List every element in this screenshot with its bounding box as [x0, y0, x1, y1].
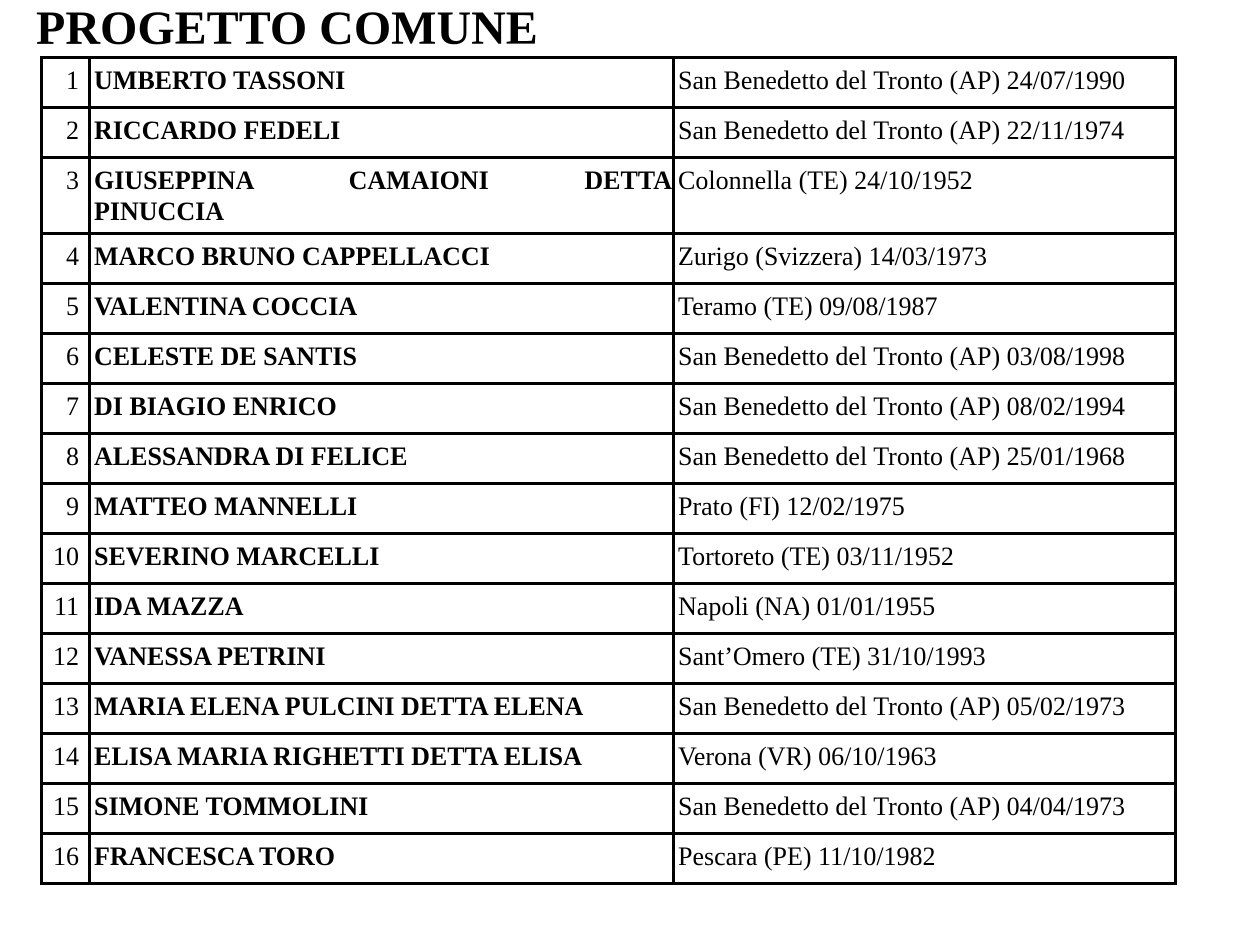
candidate-birth: San Benedetto del Tronto (AP) 24/07/1990 — [678, 66, 1126, 95]
candidate-name: DI BIAGIO ENRICO — [91, 385, 675, 432]
row-number: 11 — [43, 585, 91, 632]
candidate-birth: Tortoreto (TE) 03/11/1952 — [678, 542, 954, 571]
table-row — [43, 335, 1174, 385]
candidate-name: CELESTE DE SANTIS — [91, 335, 675, 382]
candidate-name: SEVERINO MARCELLI — [91, 535, 675, 582]
table-row — [43, 285, 1174, 335]
candidate-name: FRANCESCA TORO — [91, 835, 675, 882]
candidate-name: ELISA MARIA RIGHETTI DETTA ELISA — [91, 735, 675, 782]
candidate-name-line2: PINUCCIA — [94, 197, 224, 226]
table-row — [43, 435, 1174, 485]
candidate-birth: Pescara (PE) 11/10/1982 — [678, 842, 936, 871]
candidate-name — [91, 159, 675, 232]
row-number: 8 — [43, 435, 91, 482]
row-number: 12 — [43, 635, 91, 682]
table-row — [43, 685, 1174, 735]
candidate-birth: Verona (VR) 06/10/1963 — [678, 742, 937, 771]
candidate-name: MATTEO MANNELLI — [91, 485, 675, 532]
row-number: 4 — [43, 235, 91, 282]
row-number: 5 — [43, 285, 91, 332]
row-number: 3 — [43, 159, 91, 232]
row-number: 10 — [43, 535, 91, 582]
candidate-birth: San Benedetto del Tronto (AP) 08/02/1994 — [678, 392, 1126, 421]
candidate-name: IDA MAZZA — [91, 585, 675, 632]
row-number: 13 — [43, 685, 91, 732]
table-row — [43, 59, 1174, 109]
candidate-name-line1: GIUSEPPINA CAMAIONI DETTA — [94, 166, 672, 195]
table-row — [43, 735, 1174, 785]
table-row — [43, 385, 1174, 435]
candidate-birth: San Benedetto del Tronto (AP) 22/11/1974 — [678, 116, 1125, 145]
table-row — [43, 835, 1174, 882]
row-number: 15 — [43, 785, 91, 832]
table-row — [43, 635, 1174, 685]
table-row — [43, 109, 1174, 159]
candidate-name: MARIA ELENA PULCINI DETTA ELENA — [91, 685, 675, 732]
table-row — [43, 585, 1174, 635]
candidate-birth: San Benedetto del Tronto (AP) 03/08/1998 — [678, 342, 1126, 371]
row-number: 2 — [43, 109, 91, 156]
table-row — [43, 785, 1174, 835]
table-row — [43, 535, 1174, 585]
candidate-birth: Colonnella (TE) 24/10/1952 — [678, 166, 973, 195]
candidate-name: VANESSA PETRINI — [91, 635, 675, 682]
candidate-name: ALESSANDRA DI FELICE — [91, 435, 675, 482]
candidate-table — [40, 56, 1177, 885]
table-row — [43, 235, 1174, 285]
row-number: 6 — [43, 335, 91, 382]
candidate-birth: Sant’Omero (TE) 31/10/1993 — [678, 642, 986, 671]
row-number: 9 — [43, 485, 91, 532]
row-number: 14 — [43, 735, 91, 782]
candidate-birth: Teramo (TE) 09/08/1987 — [678, 292, 938, 321]
candidate-birth: San Benedetto del Tronto (AP) 04/04/1973 — [678, 792, 1126, 821]
candidate-name: RICCARDO FEDELI — [91, 109, 675, 156]
row-number: 1 — [43, 59, 91, 106]
table-row — [43, 485, 1174, 535]
candidate-name: SIMONE TOMMOLINI — [91, 785, 675, 832]
candidate-name: MARCO BRUNO CAPPELLACCI — [91, 235, 675, 282]
candidate-birth: Napoli (NA) 01/01/1955 — [678, 592, 936, 621]
page-title: PROGETTO COMUNE — [36, 2, 538, 55]
candidate-name: UMBERTO TASSONI — [91, 59, 675, 106]
table-row — [43, 159, 1174, 235]
candidate-name: VALENTINA COCCIA — [91, 285, 675, 332]
candidate-birth: San Benedetto del Tronto (AP) 05/02/1973 — [678, 692, 1126, 721]
candidate-birth: Prato (FI) 12/02/1975 — [678, 492, 905, 521]
candidate-birth: San Benedetto del Tronto (AP) 25/01/1968 — [678, 442, 1126, 471]
candidate-birth: Zurigo (Svizzera) 14/03/1973 — [678, 242, 988, 271]
row-number: 7 — [43, 385, 91, 432]
row-number: 16 — [43, 835, 91, 882]
